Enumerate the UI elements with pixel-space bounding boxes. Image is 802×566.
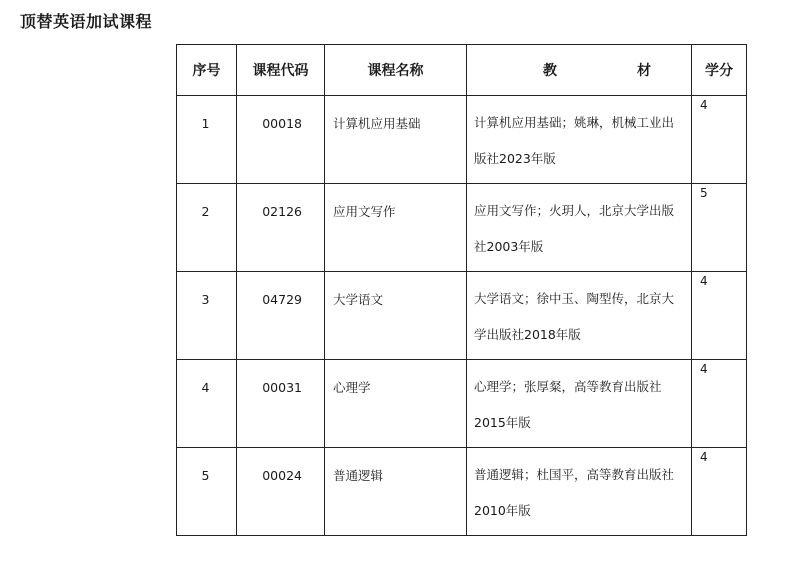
cell-name: 应用文写作 (325, 184, 467, 272)
cell-name: 心理学 (325, 360, 467, 448)
page-title: 顶替英语加试课程 (20, 12, 153, 31)
cell-textbook: 计算机应用基础；姚琳，机械工业出版社2023年版 (467, 96, 692, 184)
cell-code: 00024 (237, 448, 325, 536)
cell-code: 00018 (237, 96, 325, 184)
course-table (176, 44, 747, 536)
cell-index: 4 (177, 360, 237, 448)
cell-index: 3 (177, 272, 237, 360)
cell-credit: 4 (692, 272, 747, 360)
cell-index: 1 (177, 96, 237, 184)
cell-credit: 4 (692, 360, 747, 448)
cell-textbook: 心理学；张厚粲，高等教育出版社2015年版 (467, 360, 692, 448)
table-row (177, 272, 747, 360)
cell-code: 02126 (237, 184, 325, 272)
cell-textbook: 普通逻辑；杜国平，高等教育出版社2010年版 (467, 448, 692, 536)
table-row (177, 448, 747, 536)
cell-name: 计算机应用基础 (325, 96, 467, 184)
cell-credit: 4 (692, 96, 747, 184)
cell-textbook: 大学语文；徐中玉、陶型传，北京大学出版社2018年版 (467, 272, 692, 360)
cell-index: 2 (177, 184, 237, 272)
cell-name: 普通逻辑 (325, 448, 467, 536)
header-index: 序号 (177, 45, 237, 96)
header-name: 课程名称 (325, 45, 467, 96)
cell-name: 大学语文 (325, 272, 467, 360)
header-credit: 学分 (692, 45, 747, 96)
header-textbook-part2: 材 (637, 63, 651, 79)
table-header-row (177, 45, 747, 96)
cell-textbook: 应用文写作；火玥人，北京大学出版社2003年版 (467, 184, 692, 272)
cell-credit: 4 (692, 448, 747, 536)
table-row (177, 96, 747, 184)
table-row (177, 184, 747, 272)
header-textbook-part1: 教 (543, 63, 557, 79)
header-textbook (467, 45, 692, 96)
cell-credit: 5 (692, 184, 747, 272)
cell-code: 04729 (237, 272, 325, 360)
cell-code: 00031 (237, 360, 325, 448)
header-code: 课程代码 (237, 45, 325, 96)
cell-index: 5 (177, 448, 237, 536)
table-row (177, 360, 747, 448)
